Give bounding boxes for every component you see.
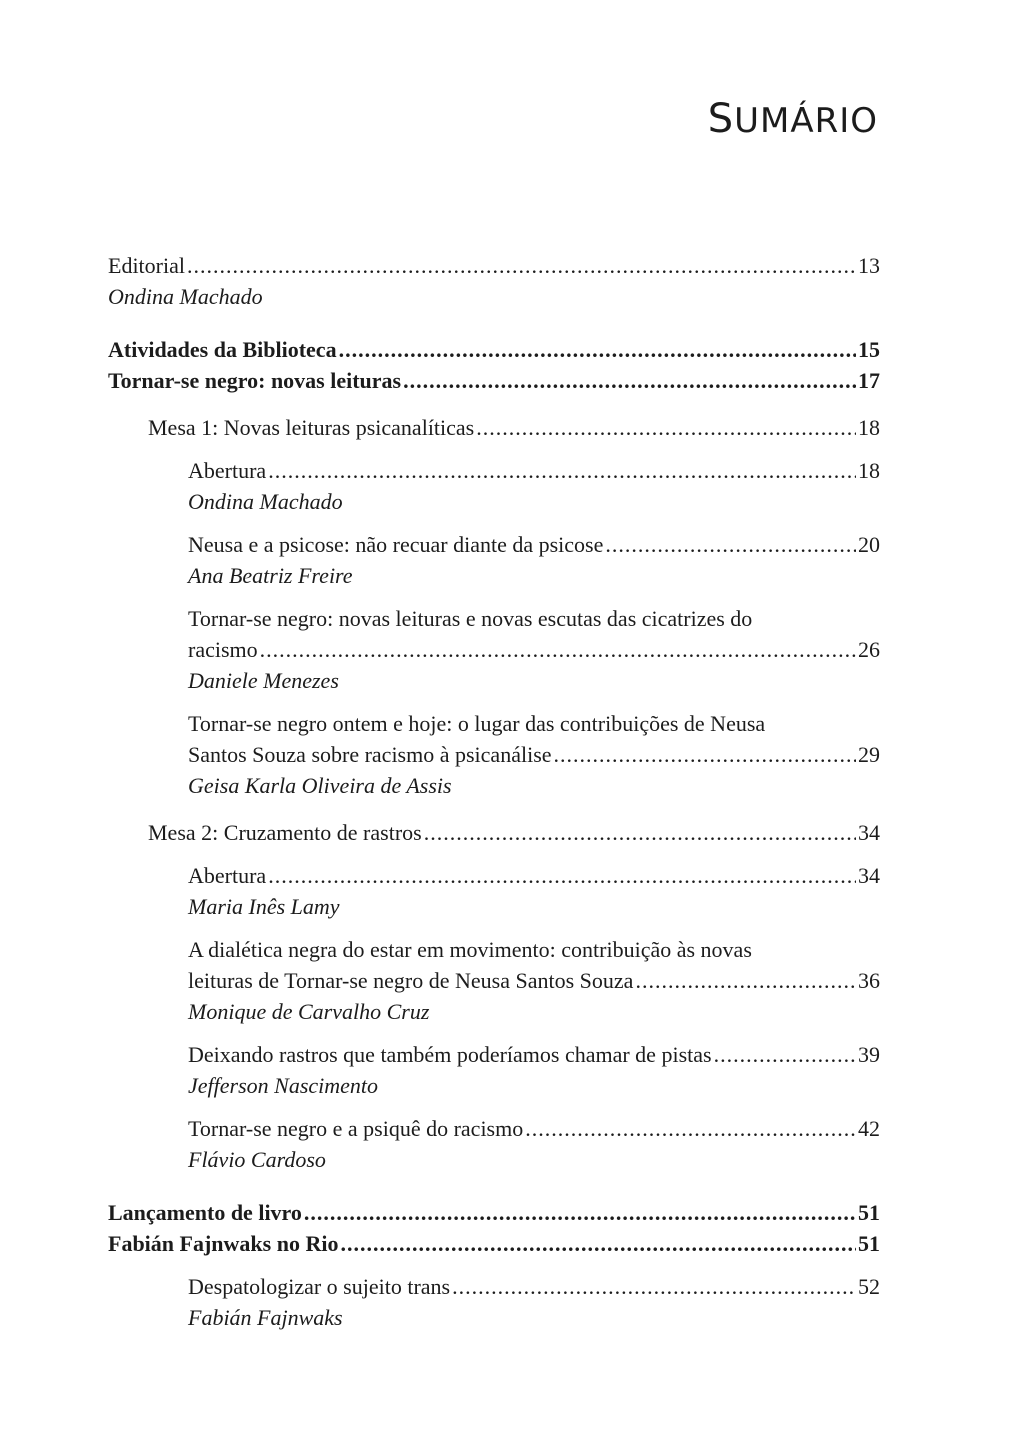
toc-entry-page: 26 (858, 637, 880, 662)
toc-subsection-title: Mesa 2: Cruzamento de rastros (148, 820, 422, 845)
toc-entry-page: 36 (858, 968, 880, 993)
dot-leader (714, 1039, 856, 1070)
toc-entry-title: Editorial (108, 253, 185, 278)
dot-leader (260, 634, 856, 665)
toc-section-page: 51 (858, 1231, 880, 1256)
toc-entry-author: Ondina Machado (188, 489, 343, 514)
toc-subsection (148, 412, 880, 443)
dot-leader (304, 1197, 856, 1228)
dot-leader (635, 965, 856, 996)
dot-leader (339, 334, 856, 365)
dot-leader (268, 455, 856, 486)
toc-entry-page: 34 (858, 863, 880, 888)
toc-subsection (148, 817, 880, 848)
toc-entry-title: Abertura (188, 458, 267, 483)
dot-leader (476, 412, 856, 443)
toc-section (108, 1197, 880, 1228)
toc-subsection-page: 18 (858, 415, 880, 440)
toc-entry-page: 20 (858, 532, 880, 557)
toc-entry (188, 708, 880, 801)
toc-entry (188, 603, 880, 696)
toc-entry-page: 52 (858, 1274, 880, 1299)
toc-section (108, 365, 880, 396)
toc-entry-page: 39 (858, 1042, 880, 1067)
table-of-contents (108, 250, 880, 1333)
toc-entry-page: 13 (858, 253, 880, 278)
toc-section (108, 1228, 880, 1259)
toc-subsection-page: 34 (858, 820, 880, 845)
dot-leader (605, 529, 856, 560)
toc-entry (188, 1039, 880, 1101)
dot-leader (340, 1228, 856, 1259)
toc-entry-author: Daniele Menezes (188, 668, 339, 693)
toc-entry-title: Neusa e a psicose: não recuar diante da psicose (188, 532, 604, 557)
toc-entry-author: Monique de Carvalho Cruz (188, 999, 430, 1024)
toc-entry (188, 1113, 880, 1175)
toc-entry (108, 250, 880, 312)
dot-leader (403, 365, 856, 396)
toc-entry (188, 1271, 880, 1333)
toc-entry-title-line: Tornar-se negro ontem e hoje: o lugar das contribuições de Neusa (188, 711, 766, 736)
toc-section (108, 334, 880, 365)
dot-leader (187, 250, 856, 281)
toc-entry-author: Jefferson Nascimento (188, 1073, 379, 1098)
toc-entry-title: racismo (188, 637, 258, 662)
toc-entry-title: Abertura (188, 863, 267, 888)
toc-entry-title: Despatologizar o sujeito trans (188, 1274, 451, 1299)
toc-section-title: Fabián Fajnwaks no Rio (108, 1231, 339, 1256)
toc-entry-author: Ana Beatriz Freire (188, 563, 353, 588)
page-title (708, 96, 878, 142)
toc-entry-page: 18 (858, 458, 880, 483)
toc-entry (188, 860, 880, 922)
toc-entry (188, 529, 880, 591)
toc-section-title: Lançamento de livro (108, 1200, 302, 1225)
toc-entry-page: 42 (858, 1116, 880, 1141)
toc-section-title: Tornar-se negro: novas leituras (108, 368, 402, 393)
toc-entry-author: Geisa Karla Oliveira de Assis (188, 773, 452, 798)
toc-entry-title: leituras de Tornar-se negro de Neusa Santos Souza (188, 968, 634, 993)
page-title-initial: S (707, 96, 735, 142)
toc-entry-author: Fabián Fajnwaks (188, 1305, 343, 1330)
toc-entry (188, 455, 880, 517)
toc-entry-title: Tornar-se negro e a psiquê do racismo (188, 1116, 524, 1141)
toc-section-page: 17 (858, 368, 880, 393)
page-title-rest: UMÁRIO (734, 101, 878, 141)
toc-entry-page: 29 (858, 742, 880, 767)
toc-entry-author: Maria Inês Lamy (188, 894, 340, 919)
toc-section-page: 51 (858, 1200, 880, 1225)
dot-leader (268, 860, 856, 891)
toc-entry (188, 934, 880, 1027)
dot-leader (424, 817, 856, 848)
toc-entry-title: Deixando rastros que também poderíamos chamar de pistas (188, 1042, 712, 1067)
dot-leader (554, 739, 856, 770)
toc-entry-author: Ondina Machado (108, 284, 263, 309)
toc-entry-title-line: A dialética negra do estar em movimento: contribuição às novas (188, 937, 752, 962)
toc-section-title: Atividades da Biblioteca (108, 337, 337, 362)
dot-leader (525, 1113, 856, 1144)
toc-entry-title-line: Tornar-se negro: novas leituras e novas escutas das cicatrizes do (188, 606, 753, 631)
toc-subsection-title: Mesa 1: Novas leituras psicanalíticas (148, 415, 475, 440)
toc-entry-title: Santos Souza sobre racismo à psicanálise (188, 742, 552, 767)
toc-entry-author: Flávio Cardoso (188, 1147, 326, 1172)
toc-section-page: 15 (858, 337, 880, 362)
dot-leader (452, 1271, 856, 1302)
